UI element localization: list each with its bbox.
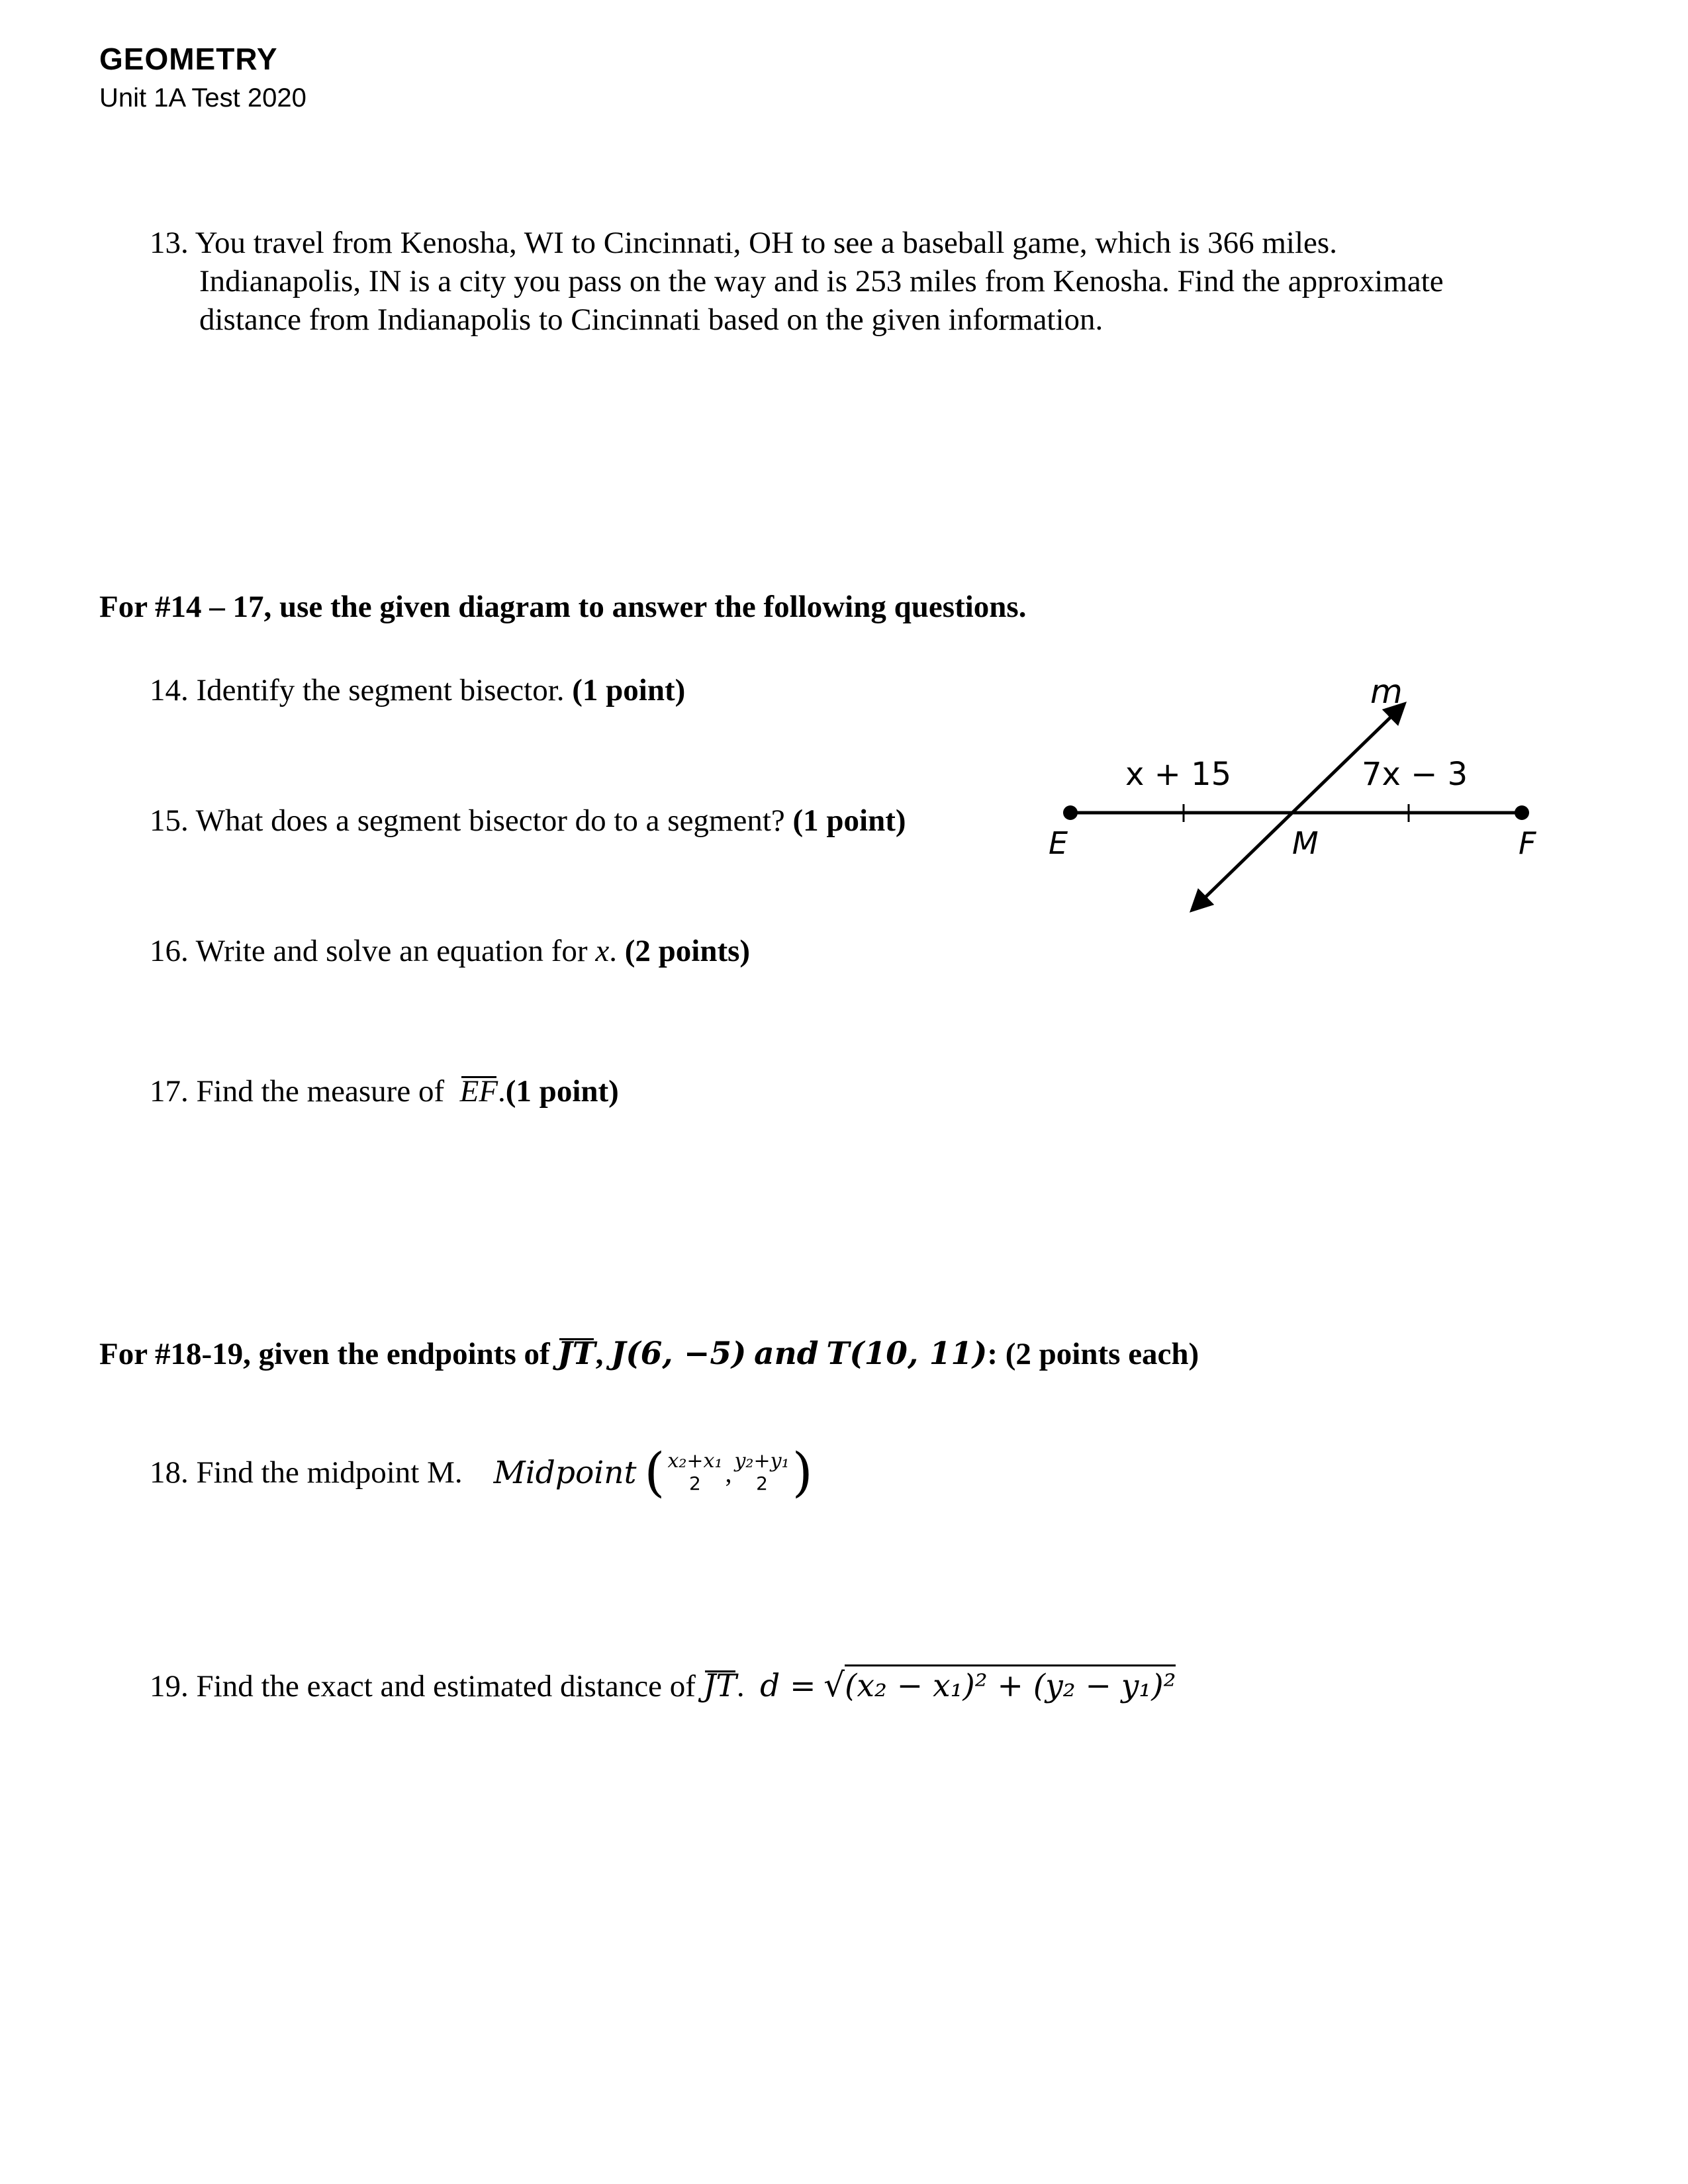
question-13-line1: 13. You travel from Kenosha, WI to Cincinnati, OH to see a baseball game, which is 366 miles. xyxy=(150,226,1337,260)
label-left-expression: x + 15 xyxy=(1125,756,1232,793)
line-label-m: m xyxy=(1370,672,1403,711)
label-right-expression: 7x − 3 xyxy=(1362,756,1468,793)
question-17: 17. Find the measure of EF.(1 point) xyxy=(150,1074,619,1109)
question-13 xyxy=(150,224,1606,339)
distance-formula-lhs: d = xyxy=(760,1668,816,1704)
page-title: GEOMETRY xyxy=(99,42,278,76)
point-label-e: E xyxy=(1049,825,1068,861)
midpoint-label: Midpoint xyxy=(493,1454,637,1491)
segment-jt: JT xyxy=(557,1336,596,1372)
question-13-line2: Indianapolis, IN is a city you pass on the way and is 253 miles from Kenosha. Find the approximate xyxy=(199,264,1444,298)
point-label-f: F xyxy=(1519,825,1536,861)
midpoint-fraction-y: y₂+y₁ 2 xyxy=(734,1449,790,1494)
distance-formula-radicand: (x₂ − x₁)² + (y₂ − y₁)² xyxy=(845,1664,1176,1704)
segment-bisector-diagram xyxy=(1033,668,1562,927)
question-16: 16. Write and solve an equation for x. (2 points) xyxy=(150,934,751,968)
point-e-dot xyxy=(1063,805,1078,820)
question-19: 19. Find the exact and estimated distance of JT. d = √(x₂ − x₁)² + (y₂ − y₁)² xyxy=(150,1666,1176,1704)
segment-jt-q19: JT xyxy=(703,1668,737,1704)
page-subtitle: Unit 1A Test 2020 xyxy=(99,83,306,113)
segment-ef: EF xyxy=(459,1074,498,1109)
question-14: 14. Identify the segment bisector. (1 point) xyxy=(150,673,686,707)
midpoint-fraction-x: x₂+x₁ 2 xyxy=(667,1449,723,1494)
point-f-dot xyxy=(1515,805,1529,820)
question-18: 18. Find the midpoint M. Midpoint ( x₂+x₁ 2 , y₂+y₁ 2 ) xyxy=(150,1441,813,1503)
bisector-line-m xyxy=(1193,705,1403,909)
point-label-m: M xyxy=(1292,825,1319,861)
section-heading-18-19: For #18-19, given the endpoints of JT, J(6, −5) and T(10, 11): (2 points each) xyxy=(99,1336,1199,1372)
question-15: 15. What does a segment bisector do to a segment? (1 point) xyxy=(150,803,906,838)
section-heading-14-17: For #14 – 17, use the given diagram to answer the following questions. xyxy=(99,590,1027,624)
question-13-line3: distance from Indianapolis to Cincinnati based on the given information. xyxy=(199,302,1103,337)
